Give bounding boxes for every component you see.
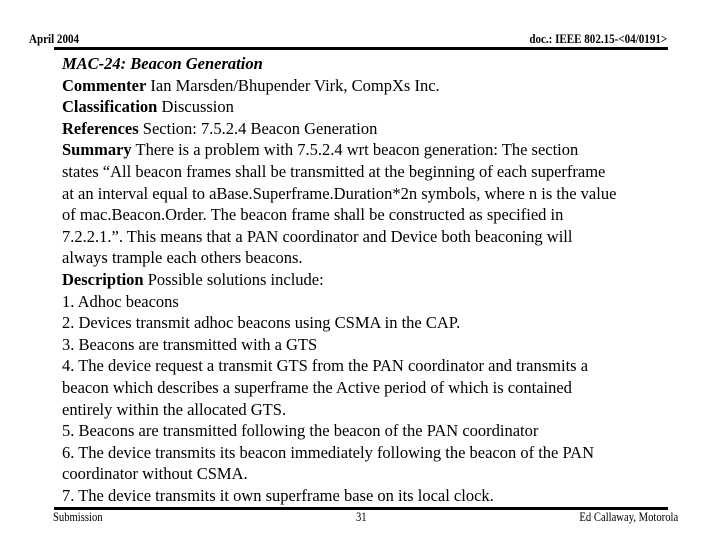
summary-line: states “All beacon frames shall be transmitted at the beginning of each superframe bbox=[62, 161, 606, 181]
summary-line: always trample each others beacons. bbox=[62, 248, 303, 268]
header-date: April 2004 bbox=[29, 31, 80, 46]
slide-title: MAC-24: Beacon Generation bbox=[62, 54, 263, 73]
footer-page-number: 31 bbox=[355, 510, 367, 524]
description-line: 7. The device transmits it own superframe base on its local clock. bbox=[62, 485, 494, 505]
header-rule bbox=[54, 47, 668, 50]
header-doc-id: doc.: IEEE 802.15-<04/0191> bbox=[529, 31, 667, 46]
description-line: 2. Devices transmit adhoc beacons using CSMA in the CAP. bbox=[62, 313, 461, 333]
field-description: Description Possible solutions include: bbox=[62, 269, 324, 289]
field-references: References Section: 7.5.2.4 Beacon Generation bbox=[62, 118, 378, 138]
description-line: 6. The device transmits its beacon immediately following the beacon of the PAN bbox=[62, 442, 595, 462]
description-line: coordinator without CSMA. bbox=[62, 464, 248, 484]
slide-body bbox=[62, 53, 702, 506]
field-classification: Classification Discussion bbox=[62, 97, 234, 117]
description-line: entirely within the allocated GTS. bbox=[62, 399, 287, 419]
summary-line: 7.2.2.1.”. This means that a PAN coordinator and Device both beaconing will bbox=[62, 226, 573, 246]
footer-author: Ed Callaway, Motorola bbox=[579, 510, 678, 524]
field-commenter: Commenter Ian Marsden/Bhupender Virk, CompXs Inc. bbox=[62, 75, 440, 95]
description-line: beacon which describes a superframe the Active period of which is contained bbox=[62, 377, 572, 397]
footer-submission: Submission bbox=[53, 510, 103, 524]
description-line: 4. The device request a transmit GTS from the PAN coordinator and transmits a bbox=[62, 356, 589, 376]
summary-line: of mac.Beacon.Order. The beacon frame shall be constructed as specified in bbox=[62, 205, 564, 225]
description-line: 5. Beacons are transmitted following the beacon of the PAN coordinator bbox=[62, 421, 539, 441]
description-line: 1. Adhoc beacons bbox=[62, 291, 179, 311]
field-summary: Summary There is a problem with 7.5.2.4 wrt beacon generation: The section bbox=[62, 140, 579, 160]
summary-line: at an interval equal to aBase.Superframe.Duration*2n symbols, where n is the value bbox=[62, 183, 617, 203]
description-line: 3. Beacons are transmitted with a GTS bbox=[62, 334, 318, 354]
